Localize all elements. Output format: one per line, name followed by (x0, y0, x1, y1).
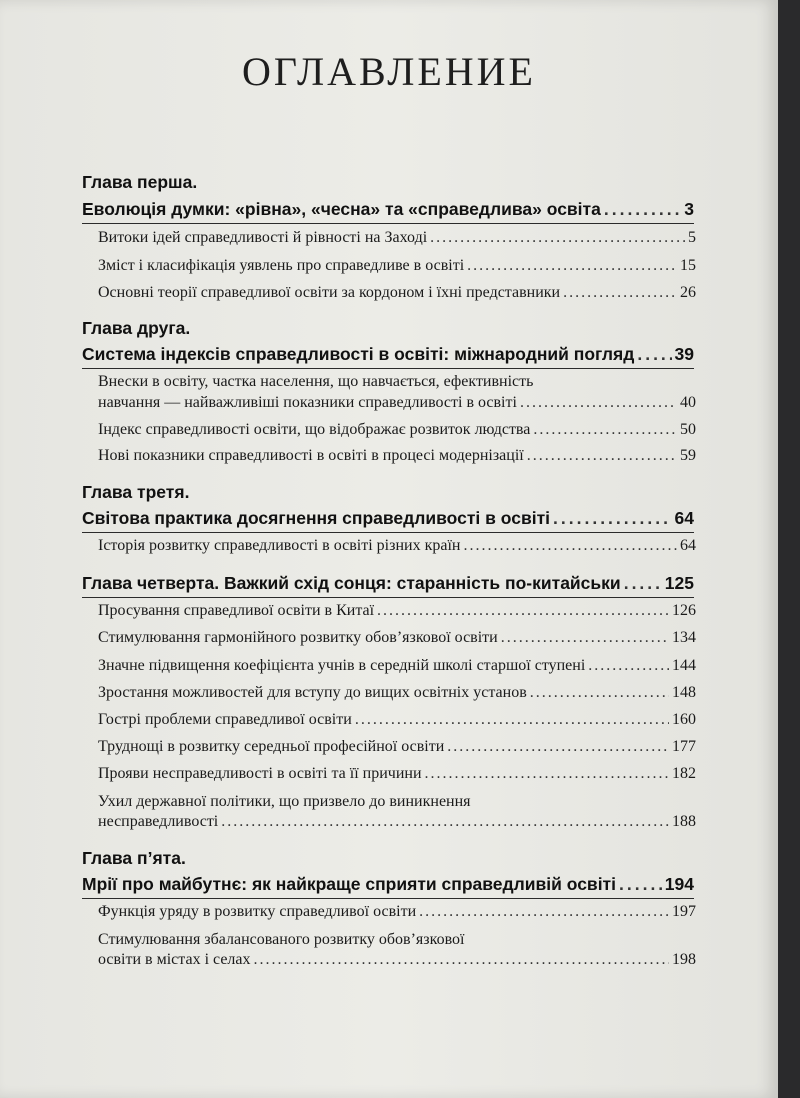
toc-entry[interactable] (98, 284, 696, 302)
toc-entry[interactable] (98, 657, 696, 675)
entry-title: Нові показники справедливості в освіті в процесі модернізації (98, 447, 524, 464)
page-number: 15 (680, 257, 696, 274)
dot-leader (430, 229, 685, 247)
dot-leader (425, 765, 669, 783)
toc-entry[interactable] (98, 602, 696, 620)
toc-chapter-entry[interactable] (82, 199, 694, 220)
page-number: 144 (672, 657, 696, 674)
chapter-label: Глава друга. (82, 318, 191, 338)
page-number: 39 (674, 344, 694, 364)
page-number: 5 (688, 229, 696, 246)
dot-leader (221, 813, 669, 831)
entry-title: Індекс справедливості освіти, що відображає розвиток людства (98, 421, 531, 438)
dot-leader (533, 421, 677, 439)
dot-leader (355, 711, 669, 729)
entry-title-line1: Стимулювання збалансованого розвитку обов’язкової (98, 931, 465, 948)
dot-leader (447, 738, 669, 756)
page-number: 160 (672, 711, 696, 728)
entry-title-line1: Внески в освіту, частка населення, що навчається, ефективність (98, 373, 534, 390)
dot-leader (377, 602, 669, 620)
toc-entry[interactable] (98, 421, 696, 439)
chapter-rule (82, 223, 694, 224)
entry-title: Основні теорії справедливої освіти за кордоном і їхні представники (98, 284, 561, 301)
chapter-heading: Світова практика досягнення справедливості в освіті (82, 508, 551, 528)
dot-leader (419, 903, 669, 921)
chapter-heading: Глава четверта. Важкий схід сонця: старанність по-китайськи (82, 573, 621, 593)
dot-leader (520, 394, 677, 412)
dot-leader (463, 537, 677, 555)
chapter-heading: Мрії про майбутнє: як найкраще сприяти справедливій освіті (82, 874, 616, 894)
toc-entry[interactable] (98, 951, 696, 969)
toc-entry[interactable] (98, 765, 696, 783)
entry-title: Витоки ідей справедливості й рівності на Заході (98, 229, 428, 246)
toc-chapter-entry[interactable] (82, 573, 694, 594)
dot-leader (553, 508, 672, 529)
page-number: 26 (680, 284, 696, 301)
entry-title: навчання — найважливіші показники справедливості в освіті (98, 394, 517, 411)
chapter-rule (82, 368, 694, 369)
page-number: 197 (672, 903, 696, 920)
dot-leader (530, 684, 669, 702)
page-number: 64 (674, 508, 694, 528)
chapter-rule (82, 597, 694, 598)
toc-entry[interactable] (98, 738, 696, 756)
page-number: 50 (680, 421, 696, 438)
chapter-rule (82, 532, 694, 533)
chapter-heading: Еволюція думки: «рівна», «чесна» та «справедлива» освіта (82, 199, 601, 219)
chapter-label: Глава третя. (82, 482, 190, 502)
toc-entry[interactable] (98, 684, 696, 702)
dot-leader (637, 344, 671, 365)
toc-entry[interactable] (98, 394, 696, 412)
toc-chapter-entry[interactable] (82, 344, 694, 365)
entry-title-line1: Ухил державної політики, що призвело до виникнення (98, 793, 471, 810)
toc-chapter-entry[interactable] (82, 508, 694, 529)
dot-leader (467, 257, 677, 275)
toc-entry[interactable] (98, 711, 696, 729)
toc-entry[interactable] (98, 257, 696, 275)
entry-title: Значне підвищення коефіцієнта учнів в середній школі старшої ступені (98, 657, 586, 674)
chapter-label: Глава п’ята. (82, 848, 186, 868)
dot-leader (501, 629, 669, 647)
dot-leader (619, 874, 662, 895)
page-number: 148 (672, 684, 696, 701)
page-number: 64 (680, 537, 696, 554)
toc-entry[interactable] (98, 229, 696, 247)
dot-leader (588, 657, 669, 675)
page-number: 40 (680, 394, 696, 411)
page-number: 194 (664, 874, 694, 894)
page-number: 198 (672, 951, 696, 968)
page-number: 188 (672, 813, 696, 830)
toc-chapter-entry[interactable] (82, 874, 694, 895)
chapter-heading: Система індексів справедливості в освіті: міжнародний погляд (82, 344, 635, 364)
toc-entry[interactable] (98, 447, 696, 465)
entry-title: освіти в містах і селах (98, 951, 251, 968)
page-title: ОГЛАВЛЕНИЕ (242, 49, 536, 94)
toc-entry[interactable] (98, 813, 696, 831)
page-number: 126 (672, 602, 696, 619)
entry-title: Функція уряду в розвитку справедливої освіти (98, 903, 417, 920)
entry-title: Зміст і класифікація уявлень про справедливе в освіті (98, 257, 465, 274)
entry-title: несправедливості (98, 813, 219, 830)
toc-entry[interactable] (98, 537, 696, 555)
page-number: 125 (664, 573, 694, 593)
dot-leader (254, 951, 670, 969)
entry-title: Гострі проблеми справедливої освіти (98, 711, 352, 728)
entry-title: Зростання можливостей для вступу до вищих освітніх установ (98, 684, 527, 701)
dot-leader (527, 447, 677, 465)
chapter-label: Глава перша. (82, 172, 198, 192)
dot-leader (624, 573, 662, 594)
page-number: 182 (672, 765, 696, 782)
entry-title: Історія розвитку справедливості в освіті різних країн (98, 537, 461, 554)
dot-leader (563, 284, 677, 302)
page-number: 134 (672, 629, 696, 646)
entry-title: Просування справедливої освіти в Китаї (98, 602, 375, 619)
entry-title: Стимулювання гармонійного розвитку обов’язкової освіти (98, 629, 498, 646)
entry-title: Прояви несправедливості в освіті та її причини (98, 765, 422, 782)
page-number: 177 (672, 738, 696, 755)
toc-entry[interactable] (98, 903, 696, 921)
page-number: 59 (680, 447, 696, 464)
page-number: 3 (684, 199, 694, 219)
chapter-rule (82, 898, 694, 899)
entry-title: Труднощі в розвитку середньої професійної освіти (98, 738, 445, 755)
toc-entry[interactable] (98, 629, 696, 647)
dot-leader (604, 199, 681, 220)
